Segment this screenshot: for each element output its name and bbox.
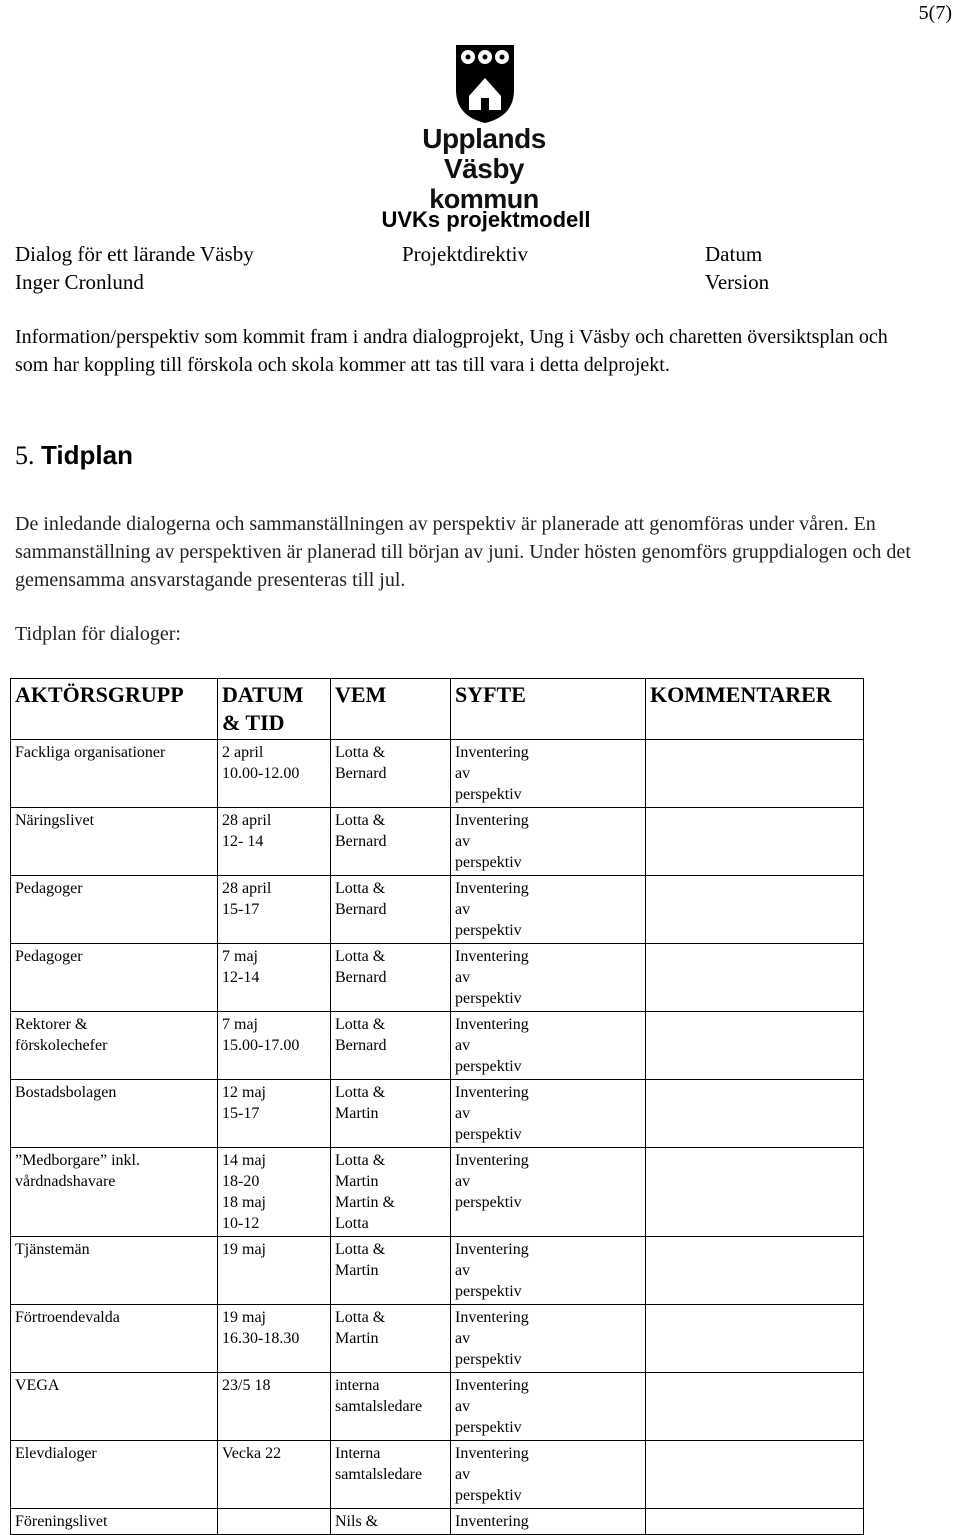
- schedule-table: [10, 678, 864, 1535]
- cell-comment: [646, 876, 864, 944]
- doc-type: Projektdirektiv: [402, 242, 528, 266]
- cell-purpose: Inventering av perspektiv: [451, 1148, 646, 1237]
- cell-purpose: Inventering av perspektiv: [451, 1305, 646, 1373]
- table-row: [11, 1509, 864, 1535]
- header-left: [15, 240, 254, 296]
- cell-comment: [646, 1012, 864, 1080]
- section-heading: [15, 440, 133, 471]
- table-row: [11, 876, 864, 944]
- table-header-row: [11, 679, 864, 740]
- logo-line-1: Upplands Väsby: [422, 123, 546, 184]
- cell-comment: [646, 1509, 864, 1535]
- table-row: [11, 1237, 864, 1305]
- cell-who: interna samtalsledare: [331, 1373, 451, 1441]
- cell-group: Förtroendevalda: [11, 1305, 218, 1373]
- table-row: [11, 1305, 864, 1373]
- author-name: Inger Cronlund: [15, 270, 144, 294]
- model-title: UVKs projektmodell: [381, 207, 591, 232]
- header-who: VEM: [331, 679, 451, 740]
- cell-date: 14 maj 18-20 18 maj 10-12: [218, 1148, 331, 1237]
- cell-who: Nils &: [331, 1509, 451, 1535]
- cell-date: 19 maj 16.30-18.30: [218, 1305, 331, 1373]
- cell-group: Fackliga organisationer: [11, 740, 218, 808]
- header-right: [705, 240, 769, 296]
- cell-purpose: Inventering av perspektiv: [451, 1441, 646, 1509]
- cell-comment: [646, 1080, 864, 1148]
- cell-who: Lotta & Martin Martin & Lotta: [331, 1148, 451, 1237]
- cell-group: Tjänstemän: [11, 1237, 218, 1305]
- cell-group: Pedagoger: [11, 876, 218, 944]
- cell-group: Bostadsbolagen: [11, 1080, 218, 1148]
- cell-who: Lotta & Bernard: [331, 1012, 451, 1080]
- cell-date: [218, 1509, 331, 1535]
- cell-group: Elevdialoger: [11, 1441, 218, 1509]
- page-number: 5(7): [918, 2, 952, 24]
- cell-comment: [646, 1148, 864, 1237]
- cell-purpose: Inventering av perspektiv: [451, 944, 646, 1012]
- version-label: Version: [705, 270, 770, 294]
- table-row: [11, 1080, 864, 1148]
- cell-who: Lotta & Bernard: [331, 740, 451, 808]
- table-row: [11, 740, 864, 808]
- cell-date: 19 maj: [218, 1237, 331, 1305]
- cell-comment: [646, 1237, 864, 1305]
- header-comment: KOMMENTARER: [646, 679, 864, 740]
- cell-date: 7 maj 15.00-17.00: [218, 1012, 331, 1080]
- cell-date: 28 april 15-17: [218, 876, 331, 944]
- coat-of-arms-icon: [455, 44, 515, 124]
- project-name: Dialog för ett lärande Väsby: [15, 242, 254, 266]
- cell-group: Föreningslivet: [11, 1509, 218, 1535]
- cell-purpose: Inventering av perspektiv: [451, 740, 646, 808]
- table-row: [11, 944, 864, 1012]
- cell-who: Lotta & Bernard: [331, 876, 451, 944]
- cell-who: Lotta & Martin: [331, 1237, 451, 1305]
- cell-purpose: Inventering av perspektiv: [451, 1080, 646, 1148]
- header-group: AKTÖRSGRUPP: [11, 679, 218, 740]
- cell-date: Vecka 22: [218, 1441, 331, 1509]
- date-label: Datum: [705, 242, 763, 266]
- table-intro: Tidplan för dialoger:: [15, 623, 181, 645]
- table-row: [11, 1012, 864, 1080]
- cell-group: Rektorer & förskolechefer: [11, 1012, 218, 1080]
- cell-comment: [646, 1373, 864, 1441]
- cell-date: 23/5 18: [218, 1373, 331, 1441]
- cell-group: VEGA: [11, 1373, 218, 1441]
- cell-purpose: Inventering av perspektiv: [451, 1012, 646, 1080]
- table-row: [11, 1441, 864, 1509]
- cell-purpose: Inventering av perspektiv: [451, 808, 646, 876]
- cell-who: Lotta & Martin: [331, 1080, 451, 1148]
- cell-group: Pedagoger: [11, 944, 218, 1012]
- cell-purpose: Inventering av perspektiv: [451, 1373, 646, 1441]
- cell-group: Näringslivet: [11, 808, 218, 876]
- cell-date: 28 april 12- 14: [218, 808, 331, 876]
- body-paragraph: De inledande dialogerna och sammanställningen av perspektiv är planerade att genomföras under våren. En sammanställning av perspektiven är planerad till början av juni. Under hösten genomförs gruppdialogen och det gemensamma ansvarstagande presenteras till jul.: [15, 513, 911, 591]
- header-date: DATUM & TID: [218, 679, 331, 740]
- municipality-logo-text: [380, 124, 588, 214]
- cell-date: 2 april 10.00-12.00: [218, 740, 331, 808]
- cell-comment: [646, 944, 864, 1012]
- section-number: 5.: [15, 441, 35, 470]
- cell-comment: [646, 1305, 864, 1373]
- table-row: [11, 1148, 864, 1237]
- cell-comment: [646, 740, 864, 808]
- cell-date: 7 maj 12-14: [218, 944, 331, 1012]
- table-row: [11, 808, 864, 876]
- cell-group: ”Medborgare” inkl. vårdnadshavare: [11, 1148, 218, 1237]
- info-paragraph: Information/perspektiv som kommit fram i andra dialogprojekt, Ung i Väsby och charetten översiktsplan och som har koppling till förskola och skola kommer att tas till vara i detta delprojekt.: [15, 326, 888, 376]
- cell-comment: [646, 808, 864, 876]
- cell-purpose: Inventering av perspektiv: [451, 876, 646, 944]
- cell-who: Lotta & Martin: [331, 1305, 451, 1373]
- cell-who: Lotta & Bernard: [331, 944, 451, 1012]
- cell-comment: [646, 1441, 864, 1509]
- logo-line-2: kommun: [429, 184, 539, 214]
- cell-who: Lotta & Bernard: [331, 808, 451, 876]
- header-purpose: SYFTE: [451, 679, 646, 740]
- cell-purpose: Inventering av perspektiv: [451, 1237, 646, 1305]
- table-row: [11, 1373, 864, 1441]
- cell-who: Interna samtalsledare: [331, 1441, 451, 1509]
- cell-date: 12 maj 15-17: [218, 1080, 331, 1148]
- cell-purpose: Inventering: [451, 1509, 646, 1535]
- section-title: Tidplan: [41, 440, 133, 470]
